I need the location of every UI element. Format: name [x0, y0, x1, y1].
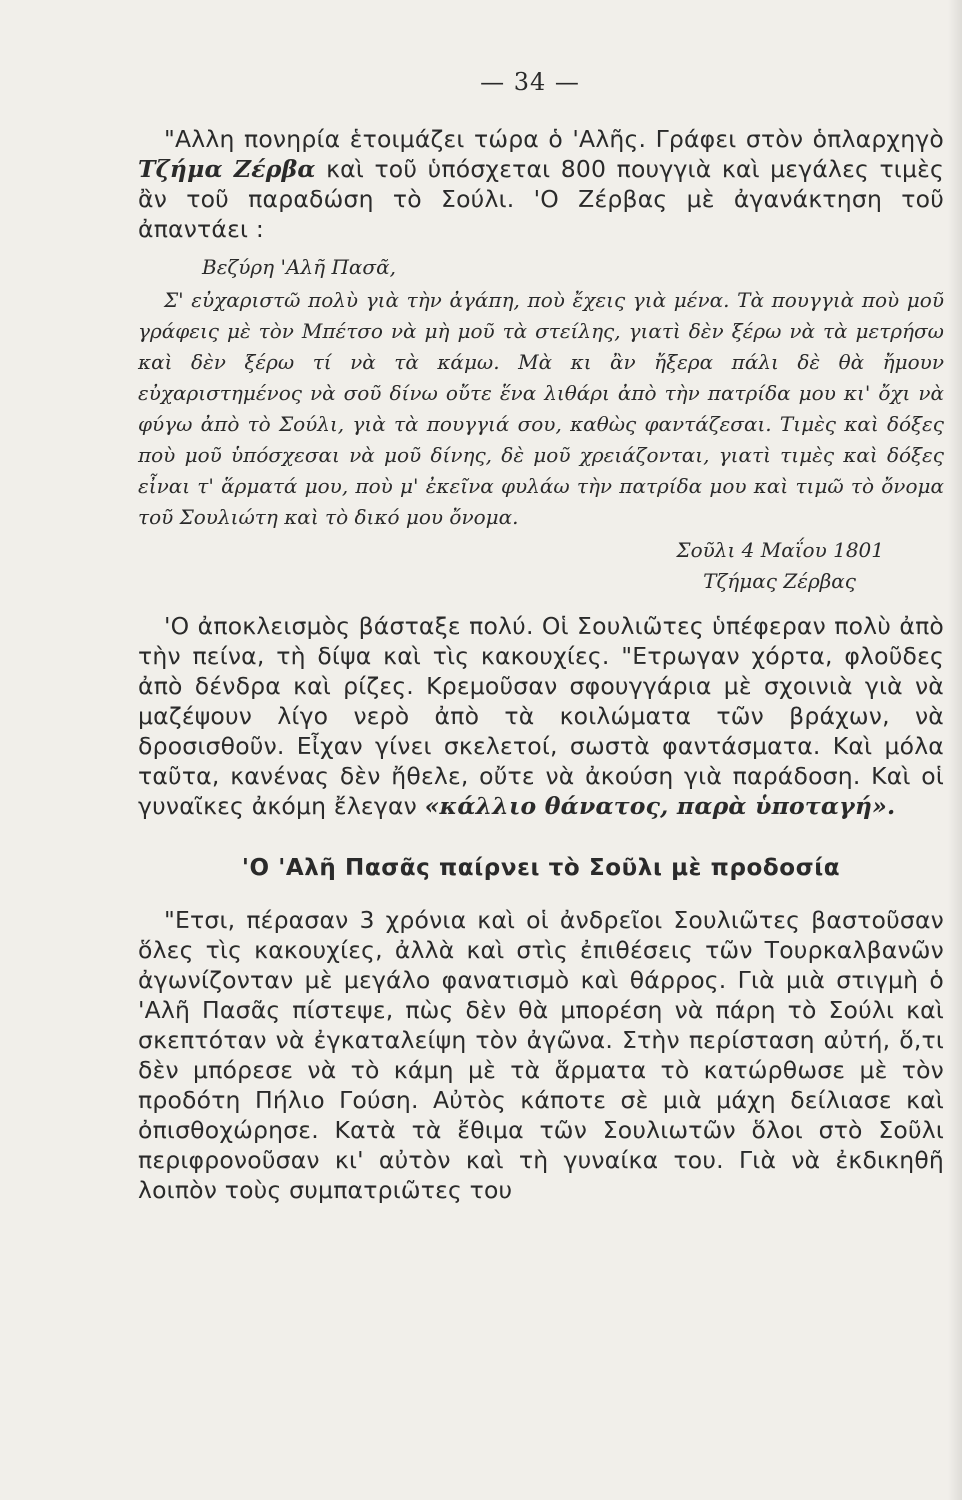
- text-column: [138, 124, 944, 1205]
- letter-body: Σ' εὐχαριστῶ πολὺ γιὰ τὴν ἀγάπη, ποὺ ἔχεις γιὰ μένα. Τὰ πουγγιὰ ποὺ μοῦ γράφεις μὲ τὸν Μπέτσο νὰ μὴ μοῦ τὰ στείλης, γιατὶ δὲν ξέρω νὰ τὰ μετρήσω καὶ δὲν ξέρω τί νὰ τὰ κάμω. Μὰ κι ἂν ἤξερα πάλι δὲ θὰ ἤμουν εὐχαριστημένος νὰ σοῦ δίνω οὔτε ἕνα λιθάρι ἀπὸ τὴν πατρίδα μου κι' ὄχι νὰ φύγω ἀπὸ τὸ Σούλι, γιὰ τὰ πουγγιά σου, καθὼς φαντάζεσαι. Τιμὲς καὶ δόξες ποὺ μοῦ ὑπόσχεσαι νὰ μοῦ δίνης, δὲ μοῦ χρειάζονται, γιατὶ τιμὲς καὶ δόξες εἶναι τ' ἅρματά μου, ποὺ μ' ἐκεῖνα φυλάω τὴν πατρίδα μου καὶ τιμῶ τὸ ὄνομα τοῦ Σουλιώτη καὶ τὸ δικό μου ὄνομα.: [138, 288, 944, 529]
- page-edge-shadow: [948, 0, 962, 1500]
- intro-name-emphasis: Τζήμα Ζέρβα: [138, 155, 316, 183]
- intro-paragraph: [138, 124, 944, 244]
- letter-place-date: Σοῦλι 4 Μαΐου 1801: [676, 538, 884, 562]
- letter-salutation: Βεζύρη 'Αλῆ Πασᾶ,: [202, 255, 396, 279]
- siege-quote-emphasis: «κάλλιο θάνατος, παρὰ ὑποταγή».: [424, 792, 896, 820]
- letter-block: [138, 252, 944, 597]
- siege-paragraph: [138, 611, 944, 821]
- closing-text: "Ετσι, πέρασαν 3 χρόνια καὶ οἱ ἀνδρεῖοι Σουλιῶτες βαστοῦσαν ὅλες τὶς κακουχίες, ἀλλὰ καὶ στὶς ἐπιθέσεις τῶν Τουρκαλβανῶν ἀγωνίζονταν μὲ μεγάλο φανατισμὸ καὶ θάρρος. Γιὰ μιὰ στιγμὴ ὁ 'Αλῆ Πασᾶς πίστεψε, πὼς δὲν θὰ μπορέση νὰ πάρη τὸ Σούλι καὶ σκεπτόταν νὰ ἐγκαταλείψη τὸν ἀγῶνα. Στὴν περίσταση αὐτή, ὅ,τι δὲν μπόρεσε νὰ τὸ κάμη μὲ τὰ ἅρματα τὸ κατώρθωσε μὲ τὸν προδότη Πήλιο Γούση. Αὐτὸς κάποτε σὲ μιὰ μάχη δείλιασε καὶ ὀπισθοχώρησε. Κατὰ τὰ ἔθιμα τῶν Σουλιωτῶν ὅλοι στὸ Σοῦλι περιφρονοῦσαν κι' αὐτὸν καὶ τὴ γυναίκα του. Γιὰ νὰ ἐκδικηθῆ λοιπὸν τοὺς συμπατριῶτες του: [138, 906, 944, 1204]
- intro-text-start: "Αλλη πονηρία ἑτοιμάζει τώρα ὁ 'Αλῆς. Γράφει στὸν ὁπλαρχηγὸ: [164, 125, 944, 153]
- section-heading: 'Ο 'Αλῆ Πασᾶς παίρνει τὸ Σοῦλι μὲ προδοσία: [241, 855, 841, 881]
- letter-signature: Τζήμας Ζέρβας: [703, 569, 856, 593]
- siege-text-start: 'Ο ἀποκλεισμὸς βάσταξε πολύ. Οἱ Σουλιῶτες ὑπέφεραν πολὺ ἀπὸ τὴν πείνα, τὴ δίψα καὶ τὶς κακουχίες. "Ετρωγαν χόρτα, φλοῦδες ἀπὸ δένδρα καὶ ρίζες. Κρεμοῦσαν σφουγγάρια μὲ σχοινιὰ γιὰ νὰ μαζέψουν λίγο νερὸ ἀπὸ τὰ κοιλώματα τῶν βράχων, νὰ δροσισθοῦν. Εἶχαν γίνει σκελετοί, σωστὰ φαντάσματα. Καὶ μόλα ταῦτα, κανένας δὲν ἤθελε, οὔτε νὰ ἀκούση γιὰ παράδοση. Καὶ οἱ γυναῖκες ἀκόμη ἔλεγαν: [138, 612, 944, 820]
- page-number: — 34 —: [480, 68, 580, 96]
- intro-text-end: καὶ τοῦ ὑπόσχεται 800 πουγγιὰ καὶ μεγάλες τιμὲς ἂν τοῦ παραδώση τὸ Σούλι. 'Ο Ζέρβας μὲ ἀγανάκτηση τοῦ ἀπαντάει :: [138, 155, 944, 243]
- closing-paragraph: [138, 905, 944, 1205]
